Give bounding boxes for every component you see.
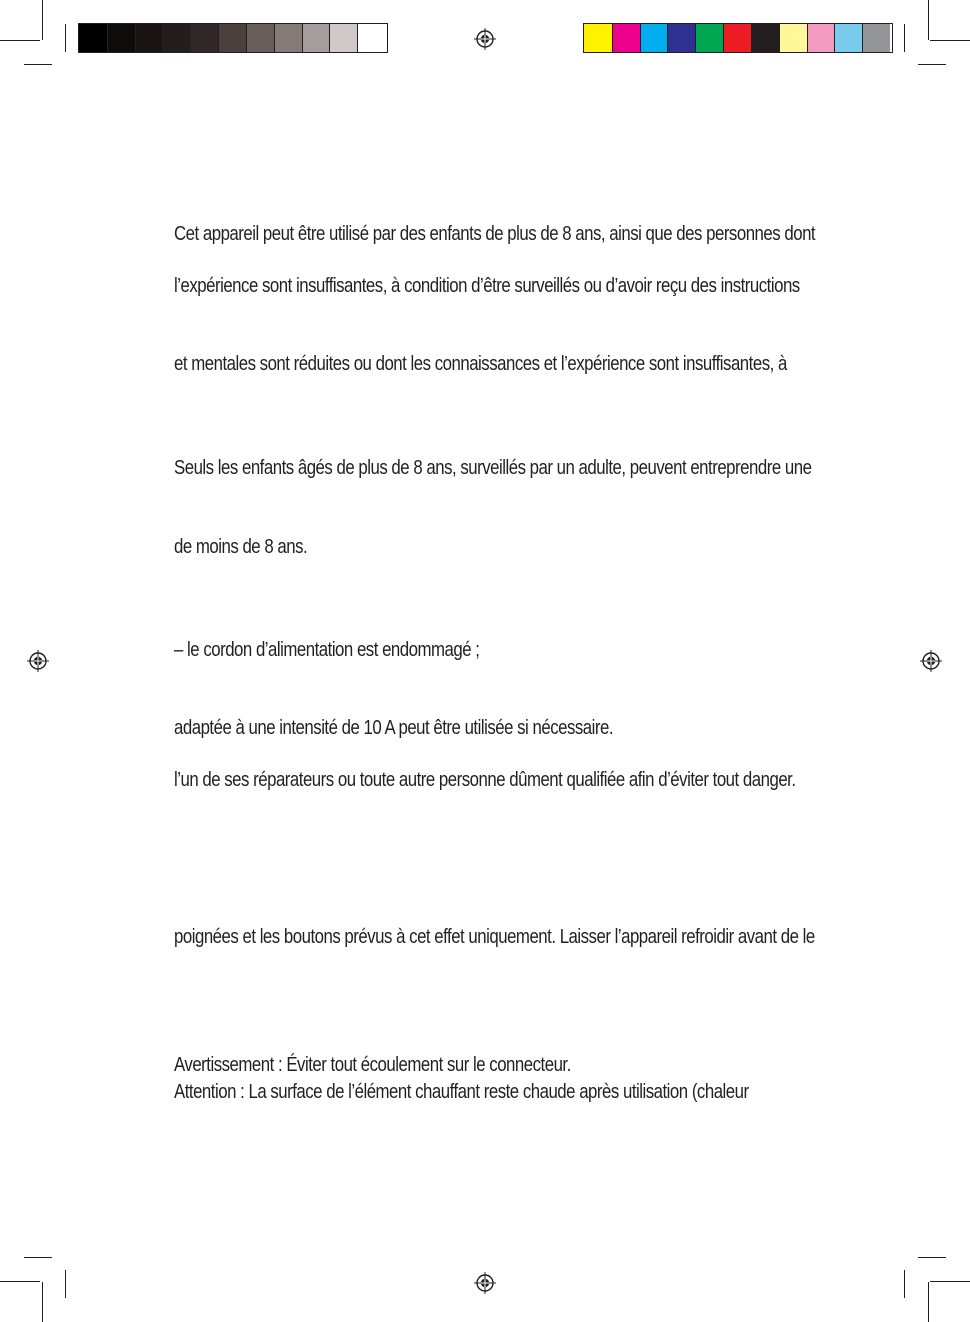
color-swatch <box>274 24 302 52</box>
process-color-bar <box>583 23 893 53</box>
text-line: l’un de ses réparateurs ou toute autre personne dûment qualifiée afin d’éviter tout danger. <box>174 768 796 791</box>
color-swatch <box>779 24 807 52</box>
registration-mark-icon <box>474 28 496 50</box>
registration-mark-icon <box>27 650 49 672</box>
crop-mark <box>24 1257 52 1258</box>
color-swatch <box>834 24 862 52</box>
grayscale-color-bar <box>78 23 388 53</box>
text-line: – le cordon d’alimentation est endommagé ; <box>174 638 480 661</box>
color-swatch <box>612 24 640 52</box>
crop-mark <box>928 0 929 40</box>
crop-mark <box>928 1282 929 1322</box>
text-line: et mentales sont réduites ou dont les connaissances et l’expérience sont insuffisantes, à <box>174 352 787 375</box>
registration-mark-icon <box>920 650 942 672</box>
color-swatch <box>246 24 274 52</box>
text-line: de moins de 8 ans. <box>174 535 308 558</box>
color-swatch <box>218 24 246 52</box>
crop-mark <box>904 1270 905 1298</box>
registration-mark-icon <box>474 1272 496 1294</box>
crop-mark <box>0 1281 40 1282</box>
color-swatch <box>357 24 385 52</box>
color-swatch <box>107 24 135 52</box>
crop-mark <box>918 1257 946 1258</box>
color-swatch <box>584 24 612 52</box>
color-swatch <box>162 24 190 52</box>
text-line: l’expérience sont insuffisantes, à condition d’être surveillés ou d’avoir reçu des instructions <box>174 274 800 297</box>
color-swatch <box>302 24 330 52</box>
color-swatch <box>667 24 695 52</box>
text-line: Seuls les enfants âgés de plus de 8 ans, surveillés par un adulte, peuvent entreprendre une <box>174 456 812 479</box>
color-swatch <box>79 24 107 52</box>
text-line: adaptée à une intensité de 10 A peut être utilisée si nécessaire. <box>174 716 614 739</box>
color-swatch <box>807 24 835 52</box>
crop-mark <box>65 24 66 52</box>
crop-mark <box>65 1270 66 1298</box>
color-swatch <box>640 24 668 52</box>
color-swatch <box>190 24 218 52</box>
text-line: Avertissement : Éviter tout écoulement sur le connecteur. <box>174 1053 571 1076</box>
crop-mark <box>904 24 905 52</box>
color-swatch <box>329 24 357 52</box>
crop-mark <box>930 40 970 41</box>
crop-mark <box>24 64 52 65</box>
color-swatch <box>695 24 723 52</box>
crop-mark <box>42 0 43 40</box>
color-swatch <box>135 24 163 52</box>
crop-mark <box>930 1281 970 1282</box>
text-line: Attention : La surface de l’élément chauffant reste chaude après utilisation (chaleur <box>174 1080 749 1103</box>
color-swatch <box>751 24 779 52</box>
crop-mark <box>0 40 40 41</box>
text-line: Cet appareil peut être utilisé par des enfants de plus de 8 ans, ainsi que des personnes dont <box>174 222 816 245</box>
text-line: poignées et les boutons prévus à cet effet uniquement. Laisser l’appareil refroidir avant de le <box>174 925 815 948</box>
crop-mark <box>42 1282 43 1322</box>
crop-mark <box>918 64 946 65</box>
color-swatch <box>862 24 890 52</box>
color-swatch <box>723 24 751 52</box>
